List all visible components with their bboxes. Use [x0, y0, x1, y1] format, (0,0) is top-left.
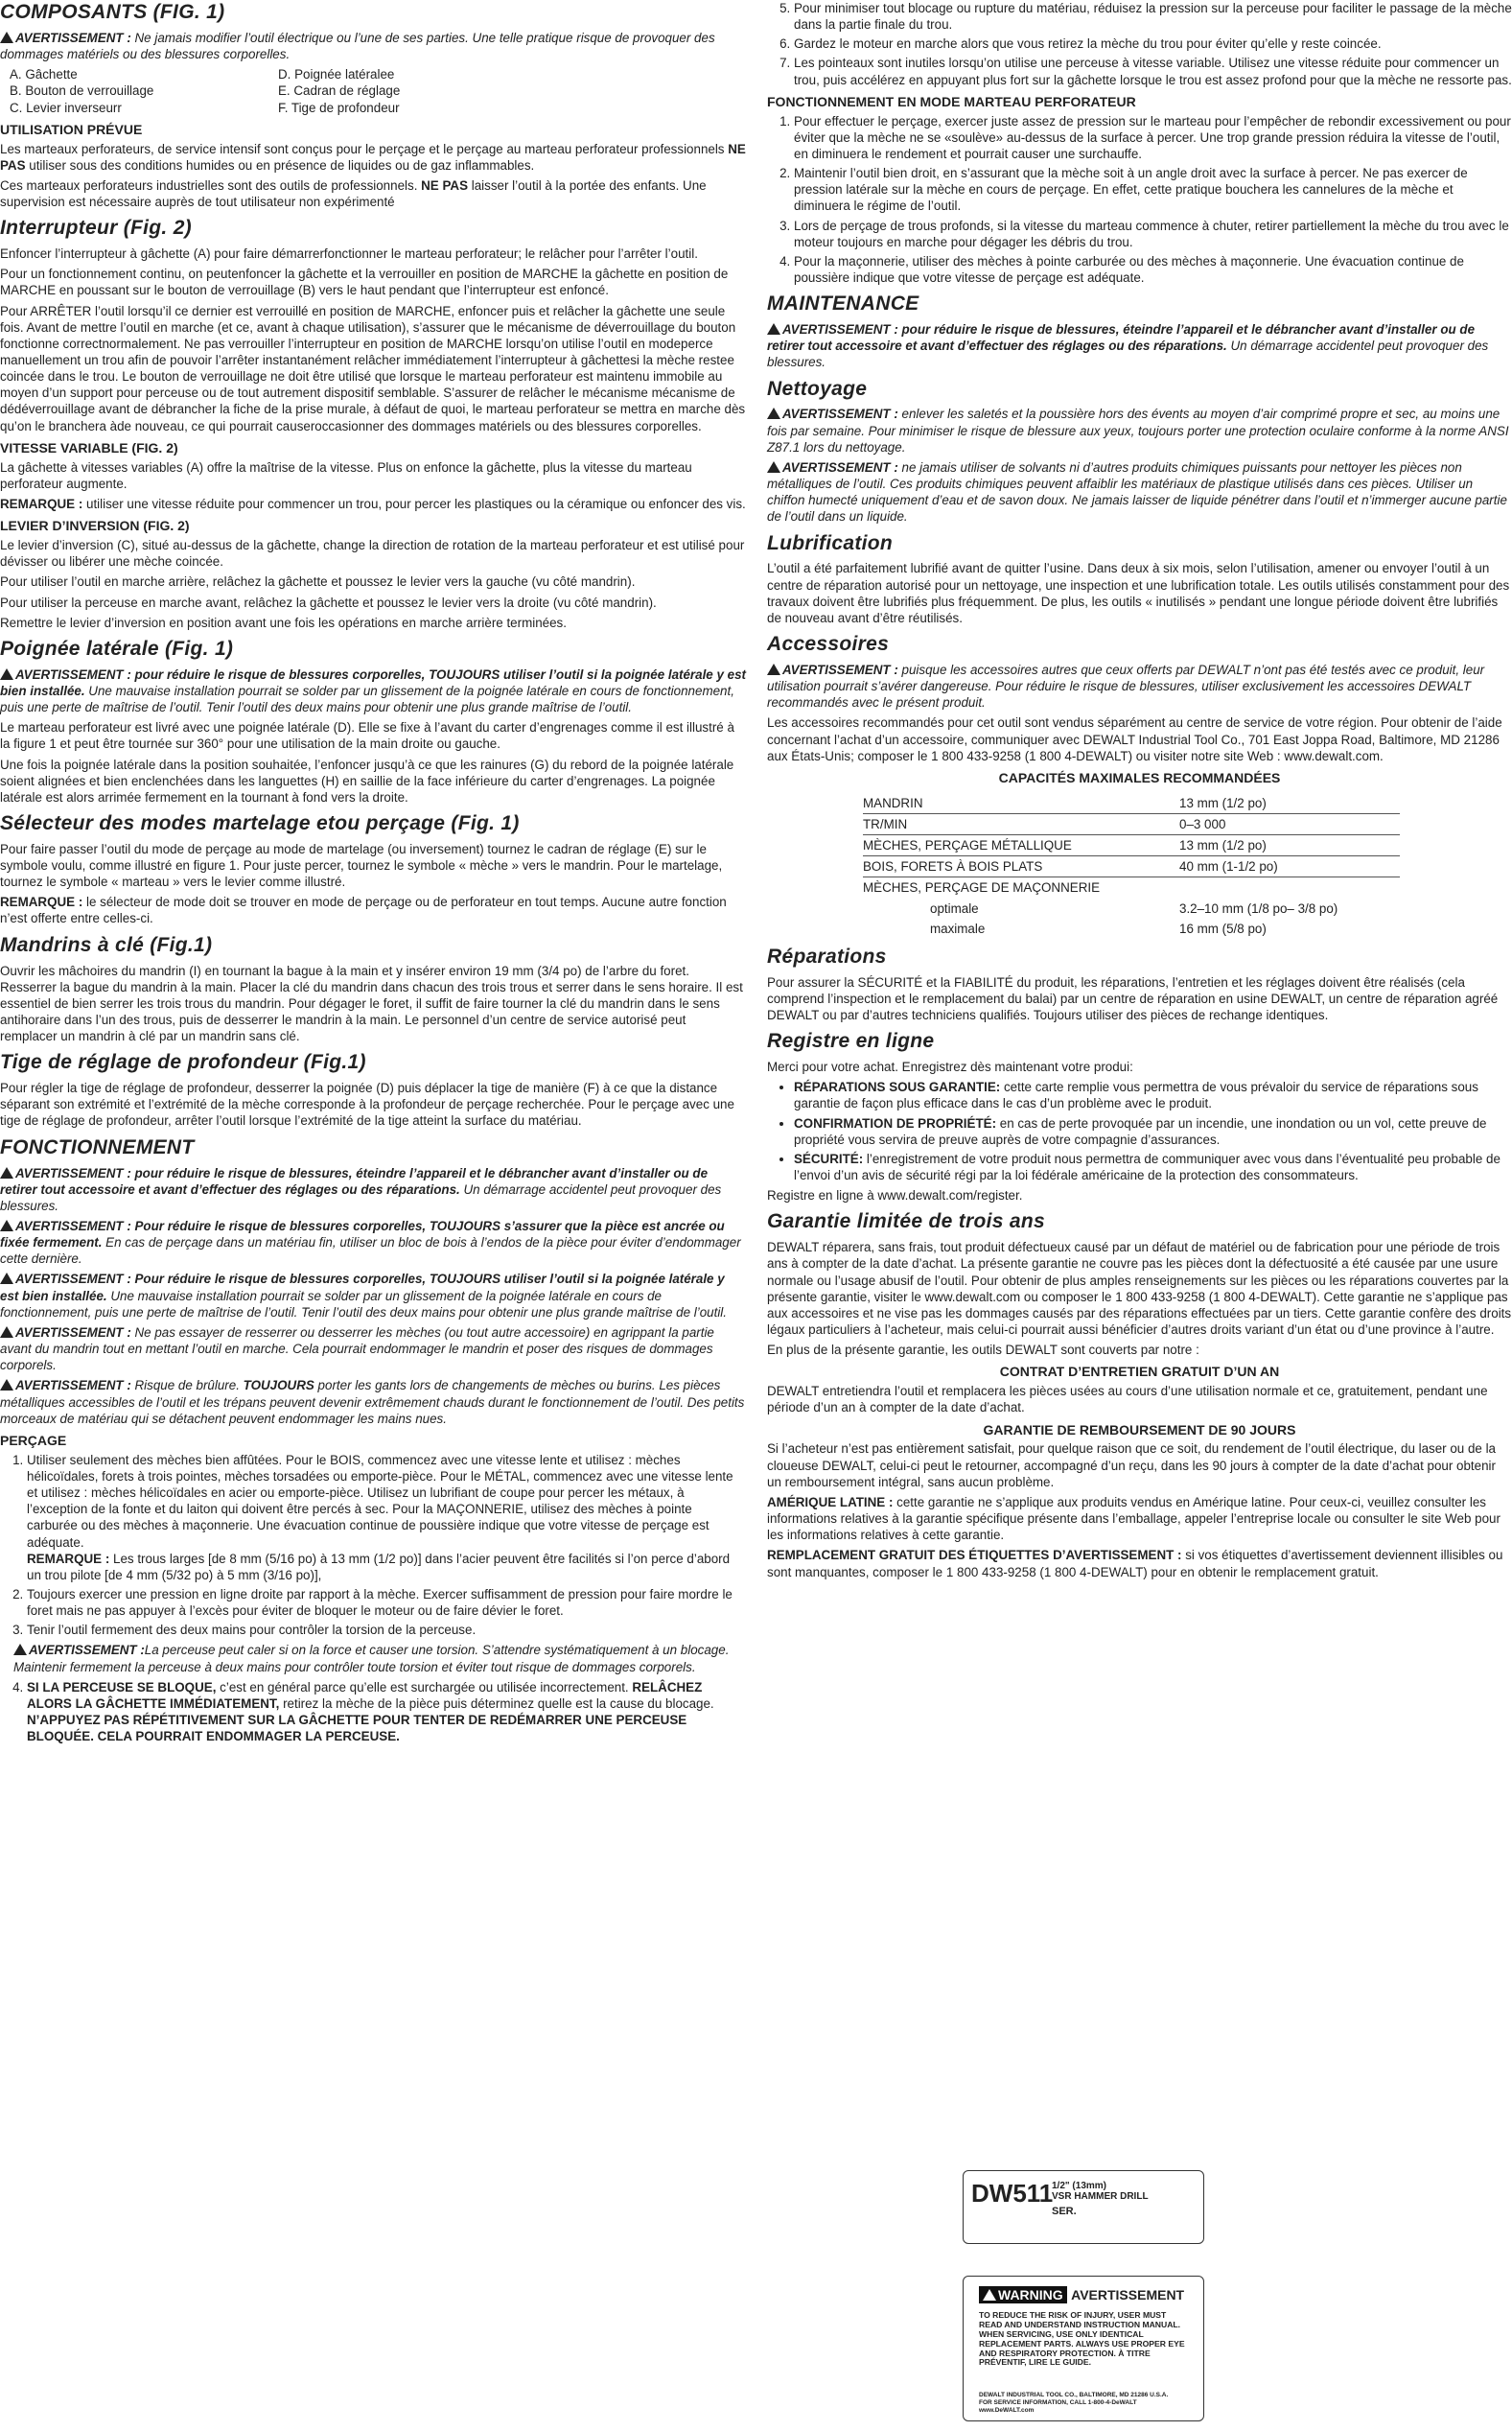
- warning-label-text: TO REDUCE THE RISK OF INJURY, USER MUST READ AND UNDERSTAND INSTRUCTION MANUAL. WHEN SERVICING, USE ONLY IDENTICAL REPLACEMENT PARTS. ALWAYS USE PROPER EYE AND RESPIRATORY PROTECTION. À TITRE PRÉVENTIF, LIRE LE GUIDE.: [979, 2310, 1185, 2368]
- list-item: 4. Pour la maçonnerie, utiliser des mèches à pointe carburée ou des mèches à maçonnerie. Une évacuation continue de poussière indique que votre vitesse de perçage est adéquate.: [794, 253, 1512, 286]
- levier-title: LEVIER D’INVERSION (FIG. 2): [0, 518, 190, 534]
- table-row: MÈCHES, PERÇAGE MÉTALLIQUE 13 mm (1/2 po): [863, 835, 1400, 856]
- composants-warning: AVERTISSEMENT : Ne jamais modifier l’outil électrique ou l’une de ses parties. Une telle pratique risque de provoquer des dommages matériels ou des blessures corporelles.: [0, 30, 715, 62]
- fonctionnement-warning-1: AVERTISSEMENT : pour réduire le risque de blessures, éteindre l’appareil et le débrancher avant d’installer ou de retirer tout accessoire et avant d’effectuer des réglages ou des réparations. Un démarrage accidentel peut provoquer des blessures.: [0, 1165, 722, 1213]
- reparations-title: Réparations: [767, 945, 887, 968]
- levier-p4: Remettre le levier d’inversion en position avant une fois les opérations en marche arrière terminées.: [0, 615, 567, 630]
- interrupteur-p3: Pour ARRÊTER l’outil lorsqu’il ce dernier est verrouillé en position de MARCHE, enfoncer puis et relâcher la gâchette une seule fois. Avant de mettre l’outil en marche (et ce, avant à chaque utilisation), s’assurer que le mécanisme de déverrouillage du bouton fonctionne correctnormalement. Ne pas verrouiller l’interrupteur en position de MARCHE lorsqu’on utilise l’outil en modeperce manuellement un trou afin de pouvoir l’arrêter instantanément relâcher immédiatement l’interrupteur à gâchettesi la mèche restee coincée dans le trou. Le bouton de verrouillage ne doit être utilisé que lorsque le marteau perforateur est maintenu immobile au moyen d’un support pour perceuse ou de tout autrement dispositif semblable. S’assurer de relâcher le mécanisme mécanisme de dédéverrouillage avant de débrancher la fiche de la prise murale, à défaut de quoi, le marteau perforateur se mettra en marche dès qu’on le branchera àde nouveau, ce qui pourrait causeroccasionner des dommages matériels ou des blessures corporelles.: [0, 303, 746, 433]
- interrupteur-p1: Enfoncer l’interrupteur à gâchette (A) pour faire démarrerfonctionner le marteau perforateur; le relâcher pour l’arrêter l’outil.: [0, 246, 698, 262]
- poignee-p1: Le marteau perforateur est livré avec une poignée latérale (D). Elle se fixe à l’avant du carter d’engrenages comme il est illustré à la figure 1 et peut être tournée sur 360° pour une utilisation de la main droite ou gauche.: [0, 720, 734, 752]
- registre-title: Registre en ligne: [767, 1030, 935, 1053]
- list-item: 3. Lors de perçage de trous profonds, si la vitesse du marteau commence à chuter, retirer partiellement la mèche du trou avec le moteur toujours en marche pour dégager les débris du trou.: [794, 218, 1512, 250]
- component-item: F. Tige de profondeur: [278, 100, 400, 115]
- utilisation-p1: Les marteaux perforateurs, de service intensif sont conçus pour le perçage et le perçage au marteau perforateur professionnels NE PAS utiliser sous des conditions humides ou en présence de liquides ou de gaz inflammables.: [0, 141, 746, 173]
- mandrins-title: Mandrins à clé (Fig.1): [0, 933, 213, 956]
- capacites-table: [863, 793, 1400, 939]
- capacites-title: CAPACITÉS MAXIMALES RECOMMANDÉES: [998, 769, 1281, 785]
- poignee-warning: AVERTISSEMENT : pour réduire le risque de blessures corporelles, TOUJOURS utiliser l’outil si la poignée latérale y est bien installée. Une mauvaise installation pourrait se solder par un glissement de la poignée latérale en cours de fonctionnement, puis une perte de maîtrise de l’outil. Tenir l’outil des deux mains pour obtenir une plus grande maîtrise de l’outil.: [0, 666, 746, 715]
- registre-intro: Merci pour votre achat. Enregistrez dès maintenant votre produi:: [767, 1060, 1133, 1075]
- rembours-p: Si l’acheteur n’est pas entièrement satisfait, pour quelque raison que ce soit, du rendement de l’outil électrique, du laser ou de la cloueuse DEWALT, celui-ci peut le retourner, accompagné d’un reçu, dans les 90 jours à compter de la date d’achat pour obtenir un remboursement intégral, sans aucun problème.: [767, 1441, 1497, 1489]
- model-description: 1/2" (13mm) VSR HAMMER DRILL: [1052, 2181, 1149, 2202]
- percage-list-right: [767, 0, 1512, 88]
- list-item: 2. Maintenir l’outil bien droit, en s’assurant que la mèche soit à un angle droit avec la surface à percer. Ne pas exercer de pression latérale sur la mèche en cours de perçage. En effet, cette pratique bouchera les cannelures de la mèche et diminuera le régime de l’outil.: [794, 165, 1512, 214]
- warning-icon: [0, 1379, 13, 1391]
- selecteur-title: Sélecteur des modes martelage etou perçage (Fig. 1): [0, 811, 520, 834]
- serial-label: SER.: [1052, 2206, 1077, 2217]
- contrat-title: CONTRAT D’ENTRETIEN GRATUIT D’UN AN: [999, 1364, 1280, 1380]
- warning-icon: [0, 1326, 13, 1338]
- vitesse-remarque: REMARQUE : utiliser une vitesse réduite pour commencer un trou, pour percer les plastiques ou la céramique ou enfoncer des vis.: [0, 497, 746, 511]
- warning-icon: [13, 1644, 27, 1655]
- list-item: 3. Tenir l’outil fermement des deux mains pour contrôler la torsion de la perceuse.: [27, 1622, 746, 1638]
- poignee-p2: Une fois la poignée latérale dans la position souhaitée, l’enfoncer jusqu’à ce que les rainures (G) du rebord de la poignée latérale soient alignées et bien enclenchées dans les languettes (H) en saillie de la face inférieure du carter d’engrenages. La poignée latérale est alors arrimée fermement en la tournant à fond vers la droite.: [0, 757, 734, 805]
- accessoires-p1: Les accessoires recommandés pour cet outil sont vendus séparément au centre de service de votre région. Pour obtenir de l’aide concernant l’achat d’un accessoire, communiquer avec DEWALT Industrial Tool Co., 701 East Joppa Road, Baltimore, MD 21286 aux États-Unis; composer le 1 800 433-9258 (1 800 4-DEWALT) ou visiter notre site Web : www.dewalt.com.: [767, 715, 1502, 763]
- fonctionnement-warning-4: AVERTISSEMENT : Ne pas essayer de resserrer ou desserrer les mèches (ou tout autre accessoire) en agrippant la partie avant du mandrin tout en mettant l’outil en marche. Cela pourrait endommager le mandrin et poser des risques de dommages corporels.: [0, 1324, 714, 1373]
- list-item: 1. Utiliser seulement des mèches bien affûtées. Pour le BOIS, commencez avec une vitesse lente et utilisez : mèches hélicoïdales, forets à trois pointes, mèches torsadées ou emporte-pièce. Pour le MÉTAL, commencez avec une vitesse lente et utilisez : mèches hélicoïdales en acier ou emporte-pièce. Utilisez un lubrifiant de coupe pour percer les métaux, à l’exception de la fonte et du laiton qui doivent être percés à sec. Pour la MAÇONNERIE, utilisez des mèches à pointe carburée ou des mèches à maçonnerie. Une évacuation continue de poussière indique que votre vitesse de perçage est adéquate. REMARQUE : Les trous larges [de 8 mm (5/16 po) à 13 mm (1/2 po)] dans l’acier peuvent être facilités si l’on perce d’abord un trou pilote [de 4 mm (5/32 po) à 5 mm (3/16 po)],: [27, 1452, 746, 1583]
- accessoires-warning: AVERTISSEMENT : puisque les accessoires autres que ceux offerts par DEWALT n’ont pas été testés avec ce produit, leur utilisation pourrait s’avérer dangereuse. Pour réduire le risque de blessures, utiliser exclusivement les accessoires DEWALT recommandés avec le présent produit.: [767, 662, 1485, 711]
- list-item: 7. Les pointeaux sont inutiles lorsqu’on utilise une perceuse à vitesse variable. Utilisez une vitesse réduite pour commencer un trou, puis accélérez en appuyant plus fort sur la gâchette lorsque le trou est assez profond pour que la mèche ne ressorte pas.: [794, 55, 1512, 87]
- rembours-title: GARANTIE DE REMBOURSEMENT DE 90 JOURS: [983, 1421, 1296, 1438]
- warning-icon: [767, 461, 780, 473]
- amerique-p: AMÉRIQUE LATINE : cette garantie ne s’applique aux produits vendus en Amérique latine. Pour ceux-ci, veuillez consulter les informations relatives à la garantie spécifique présente dans l’emballage, appeler l’entreprise locale ou consulter le site Web pour les informations relatives à cette garantie.: [767, 1494, 1500, 1543]
- composants-title: COMPOSANTS (FIG. 1): [0, 1, 225, 23]
- maintenance-warning: AVERTISSEMENT : pour réduire le risque de blessures, éteindre l’appareil et le débrancher avant d’installer ou de retirer tout accessoire et avant d’effectuer des réglages ou des réparations. Un démarrage accidentel peut provoquer des blessures.: [767, 322, 1489, 370]
- mandrins-p1: Ouvrir les mâchoires du mandrin (I) en tournant la bague à la main et y insérer environ 19 mm (3/4 po) de l’arbre du foret. Resserrer la bague du mandrin à la main. Placer la clé du mandrin dans chacun des trois trous et serrer dans le sens horaire. Il est essentiel de bien serrer les trois trous du mandrin. Pour dégager le foret, il suffit de faire tourner la clé du mandrin dans le sens antihoraire dans l’un des trous, puis de desserrer le mandrin à la main. Le personnel d’un centre de service autorisé peut remplacer un mandrin à clé par un mandrin sans clé.: [0, 963, 743, 1044]
- right-column: [767, 0, 1512, 1584]
- fonctionnement-warning-3: AVERTISSEMENT : Pour réduire le risque de blessures corporelles, TOUJOURS utiliser l’outil si la poignée latérale y est bien installée. Une mauvaise installation pourrait se solder par un glissement de la poignée latérale en cours de fonctionnement, puis une perte de maîtrise de l’outil. Tenir l’outil des deux mains pour obtenir une plus grande maîtrise de l’outil.: [0, 1272, 727, 1320]
- table-row: MÈCHES, PERÇAGE DE MAÇONNERIE: [863, 880, 1101, 896]
- levier-p2: Pour utiliser l’outil en marche arrière, relâchez la gâchette et poussez le levier vers la gauche (vu côté mandrin).: [0, 574, 636, 590]
- utilisation-title: UTILISATION PRÉVUE: [0, 121, 143, 137]
- components-list: [0, 66, 746, 115]
- percage-list-cont: [0, 1679, 746, 1745]
- selecteur-remarque: REMARQUE : le sélecteur de mode doit se trouver en mode de perçage ou de perforateur en tout temps. Aucune autre fonction n’est offerte entre celles-ci.: [0, 895, 727, 926]
- fonctionnement-title: FONCTIONNEMENT: [0, 1135, 195, 1158]
- registre-list: [767, 1079, 1512, 1183]
- vitesse-p1: La gâchette à vitesses variables (A) offre la maîtrise de la vitesse. Plus on enfonce la gâchette, plus la vitesse du marteau perforateur augmente.: [0, 459, 692, 491]
- nettoyage-warning-2: AVERTISSEMENT : ne jamais utiliser de solvants ni d’autres produits chimiques puissants pour nettoyer les pièces non métalliques de l’outil. Ces produits chimiques peuvent affaiblir les matériaux de plastique utilisés dans ces pièces. Utiliser un chiffon humecté uniquement d’eau et de savon doux. Ne jamais laisser de liquide pénétrer dans l’outil et n’immerger aucune partie de l’outil dans un liquide.: [767, 459, 1507, 525]
- percage-title: PERÇAGE: [0, 1432, 67, 1448]
- warning-icon: [767, 664, 780, 675]
- warning-icon: [0, 1167, 13, 1179]
- garantie-p1: DEWALT réparera, sans frais, tout produit défectueux causé par un défaut de matériel ou de fabrication pour une période de trois ans à compter de la date d’achat. La présente garantie ne couvre pas les pièces dont la défectuosité a été causée par une usure normale ou l’usage abusif de l’outil. Pour obtenir de plus amples renseignements sur les pièces ou les réparations couvertes par la présente garantie, visiter le www.dewalt.com ou composer le 1 800 433-9258 (1 800 4-DEWALT). Cette garantie ne s’applique pas aux accessoires et ne vise pas les dommages causés par des réparations effectuées par un tiers. Cette garantie confère des droits légaux particuliers à l’acheteur, mais celui-ci pourrait aussi bénéficier d’autres droits variant d’un état ou d’une province à l’autre.: [767, 1240, 1512, 1337]
- warning-icon: [983, 2289, 996, 2301]
- fonctionnement-warning-2: AVERTISSEMENT : Pour réduire le risque de blessures corporelles, TOUJOURS s’assurer que la pièce est ancrée ou fixée fermement. En cas de perçage dans un matériau fin, utiliser un bloc de bois à l’endos de la pièce pour éviter d’endommager cette dernière.: [0, 1218, 741, 1267]
- poignee-title: Poignée latérale (Fig. 1): [0, 637, 234, 660]
- table-row: optimale 3.2–10 mm (1/8 po– 3/8 po): [930, 900, 1338, 916]
- warning-label: [963, 2276, 1204, 2421]
- warning-icon: [0, 1273, 13, 1284]
- reparations-p1: Pour assurer la SÉCURITÉ et la FIABILITÉ du produit, les réparations, l’entretien et les réglages doivent être réalisés (cela comprend l’inspection et le remplacement du balai) par un centre de réparation en usine DEWALT, un centre de réparation agréé DEWALT ou par d’autres techniciens qualifiés. Toujours utiliser des pièces de rechange identiques.: [767, 974, 1499, 1023]
- tige-title: Tige de réglage de profondeur (Fig.1): [0, 1051, 366, 1074]
- tige-p1: Pour régler la tige de réglage de profondeur, desserrer la poignée (D) puis déplacer la tige de manière (F) à ce que la distance séparant son extrémité et l’extrémité de la mèche corresponde à la profondeur de perçage recherchée. Pour le perçage avec une tige de réglage de profondeur, arrêter l’outil lorsque l’extrémité de la tige atteint la surface du matériau.: [0, 1081, 734, 1129]
- utilisation-p2: Ces marteaux perforateurs industrielles sont des outils de professionnels. NE PAS laisser l’outil à la portée des enfants. Une supervision est nécessaire auprès de tout utilisateur non expérimenté: [0, 177, 707, 210]
- component-item: A. Gâchette: [10, 67, 78, 82]
- left-column: [0, 0, 746, 1748]
- lubrification-p1: L’outil a été parfaitement lubrifié avant de quitter l’usine. Dans deux à six mois, selon l’utilisation, amener ou envoyer l’outil à un centre de réparation autorisé pour un nettoyage, une inspection et une lubrification totale. Les outils utilisés constamment pour des travaux doivent être lubrifiés plus fréquemment. De plus, les outils « inutilisés » pendant une longue période doivent être lubrifiés de nouveau avant d’être réutilisés.: [767, 561, 1510, 625]
- warning-badge: WARNING: [979, 2286, 1067, 2303]
- registre-outro: Registre en ligne à www.dewalt.com/register.: [767, 1188, 1023, 1204]
- list-item: 1. Pour effectuer le perçage, exercer juste assez de pression sur le marteau pour l’empêcher de rebondir excessivement ou pour éviter que la mèche ne se «soulève» au-dessus de la surface à percer. Une trop grande pression réduira la vitesse de l’outil, en diminuera le rendement et pourrait causer une surchauffe.: [794, 113, 1512, 162]
- marteau-list: [767, 113, 1512, 287]
- garantie-p2: En plus de la présente garantie, les outils DEWALT sont couverts par notre :: [767, 1343, 1199, 1358]
- product-labels: [963, 2170, 1202, 2419]
- percage-warning: AVERTISSEMENT :La perceuse peut caler si on la force et causer une torsion. S’attendre systématiquement à un blocage. Maintenir fermement la perceuse à deux mains pour contrôler toute torsion et éviter tout risque de dommages corporels.: [13, 1643, 730, 1674]
- component-item: D. Poignée latéralee: [278, 67, 395, 82]
- component-item: E. Cadran de réglage: [278, 83, 401, 99]
- interrupteur-title: Interrupteur (Fig. 2): [0, 217, 192, 240]
- warning-icon: [767, 408, 780, 419]
- percage-list: [0, 1452, 746, 1639]
- nameplate-label: [963, 2170, 1204, 2244]
- list-item: • SÉCURITÉ: l’enregistrement de votre produit nous permettra de communiquer avec vous dans l’éventualité peu probable de l’envoi d’un avis de sécurité régi par la loi fédérale américaine de la protection des consommateurs.: [794, 1151, 1512, 1183]
- fonctionnement-warning-5: AVERTISSEMENT : Risque de brûlure. TOUJOURS porter les gants lors de changements de mèches ou burins. Les pièces métalliques accessibles de l’outil et les trépans peuvent devenir extrêmement chauds durant le fonctionnement de l’outil. Des petits morceaux de matériau qui se détachent peuvent endommager les mains nues.: [0, 1378, 745, 1426]
- lubrification-title: Lubrification: [767, 531, 894, 554]
- list-item: 6. Gardez le moteur en marche alors que vous retirez la mèche du trou pour éviter qu’elle y reste coincée.: [794, 35, 1512, 52]
- warning-icon: [0, 32, 13, 43]
- table-row: TR/MIN 0–3 000: [863, 813, 1400, 834]
- selecteur-p1: Pour faire passer l’outil du mode de perçage au mode de martelage (ou inversement) tournez le cadran de réglage (E) sur le symbole voulu, comme illustré en figure 1. Pour juste percer, tournez le symbole « mèche » vers le mandrin. Pour le martelage, tournez le symbole « marteau » vers le levier comme illustré.: [0, 841, 723, 890]
- levier-p1: Le levier d’inversion (C), situé au-dessus de la gâchette, change la direction de rotation de la marteau perforateur et est utilisé pour dévisser ou libérer une mèche coincée.: [0, 538, 745, 570]
- vitesse-title: VITESSE VARIABLE (FIG. 2): [0, 439, 178, 456]
- garantie-title: Garantie limitée de trois ans: [767, 1210, 1045, 1233]
- contrat-p: DEWALT entretiendra l’outil et remplacera les pièces usées au cours d’une utilisation normale et ce, gratuitement, pendant une période d’un an à compter de la date d’achat.: [767, 1384, 1488, 1415]
- table-row: maximale 16 mm (5/8 po): [930, 921, 1267, 936]
- list-item: 2. Toujours exercer une pression en ligne droite par rapport à la mèche. Exercer suffisamment de pression pour faire mordre le foret mais ne pas appuyer à l’excès pour éviter de bloquer le moteur ou de faire dévier le foret.: [27, 1586, 746, 1619]
- list-item: • CONFIRMATION DE PROPRIÉTÉ: en cas de perte provoquée par un incendie, une inondation ou un vol, cette preuve de propriété vous servira de preuve auprès de votre compagnie d’assurances.: [794, 1115, 1512, 1148]
- accessoires-title: Accessoires: [767, 633, 890, 656]
- maintenance-title: MAINTENANCE: [767, 292, 919, 316]
- nettoyage-warning-1: AVERTISSEMENT : enlever les saletés et la poussière hors des évents au moyen d’air comprimé propre et sec, au moins une fois par semaine. Pour minimiser le risque de blessure aux yeux, toujours porter une protection oculaire conforme à la norme ANSI Z87.1 lors du nettoyage.: [767, 407, 1509, 455]
- component-item: B. Bouton de verrouillage: [10, 83, 154, 99]
- warning-icon: [0, 1220, 13, 1231]
- etiquettes-p: REMPLACEMENT GRATUIT DES ÉTIQUETTES D’AVERTISSEMENT : si vos étiquettes d’avertissement deviennent illisibles ou sont manquantes, composer le 1 800 433-9258 (1 800 4-DEWALT) pour en obtenir le remplacement gratuit.: [767, 1548, 1503, 1579]
- nettoyage-title: Nettoyage: [767, 377, 868, 400]
- warning-label-header: WARNING AVERTISSEMENT: [979, 2286, 1184, 2304]
- table-row: BOIS, FORETS À BOIS PLATS 40 mm (1-1/2 po): [863, 856, 1400, 877]
- component-item: C. Levier inverseurr: [10, 100, 122, 115]
- table-row: MANDRIN 13 mm (1/2 po): [863, 793, 1400, 814]
- model-number: DW511: [971, 2179, 1054, 2208]
- list-item: • RÉPARATIONS SOUS GARANTIE: cette carte remplie vous permettra de vous prévaloir du service de réparations sous garantie de façon plus efficace dans le cas d’un problème avec le produit.: [794, 1079, 1512, 1111]
- marteau-title: FONCTIONNEMENT EN MODE MARTEAU PERFORATEUR: [767, 93, 1136, 109]
- list-item: 5. Pour minimiser tout blocage ou rupture du matériau, réduisez la pression sur la perceuse pour faciliter le passage de la mèche dans la partie finale du trou.: [794, 0, 1512, 33]
- warning-label-footer: DEWALT INDUSTRIAL TOOL CO., BALTIMORE, MD 21286 U.S.A. FOR SERVICE INFORMATION, CALL 1-800-4-DeWALT www.DeWALT.com: [979, 2392, 1169, 2414]
- levier-p3: Pour utiliser la perceuse en marche avant, relâchez la gâchette et poussez le levier vers la droite (vu côté mandrin).: [0, 595, 657, 610]
- warning-icon: [0, 668, 13, 680]
- interrupteur-p2: Pour un fonctionnement continu, on peutenfoncer la gâchette et la verrouiller en position de MARCHE la gâchette en position de MARCHE en poussant sur le bouton de verrouillage (B) vers le haut pendant que l’interrupteur est enfoncé.: [0, 267, 729, 298]
- list-item: 4. SI LA PERCEUSE SE BLOQUE, c’est en général parce qu’elle est surchargée ou utilisée incorrectement. RELÂCHEZ ALORS LA GÂCHETTE IMMÉDIATEMENT, retirez la mèche de la pièce puis déterminez quelle est la cause du blocage. N’APPUYEZ PAS RÉPÉTITIVEMENT SUR LA GÂCHETTE POUR TENTER DE REDÉMARRER UNE PERCEUSE BLOQUÉE. CELA POURRAIT ENDOMMAGER LA PERCEUSE.: [27, 1679, 746, 1745]
- warning-icon: [767, 323, 780, 335]
